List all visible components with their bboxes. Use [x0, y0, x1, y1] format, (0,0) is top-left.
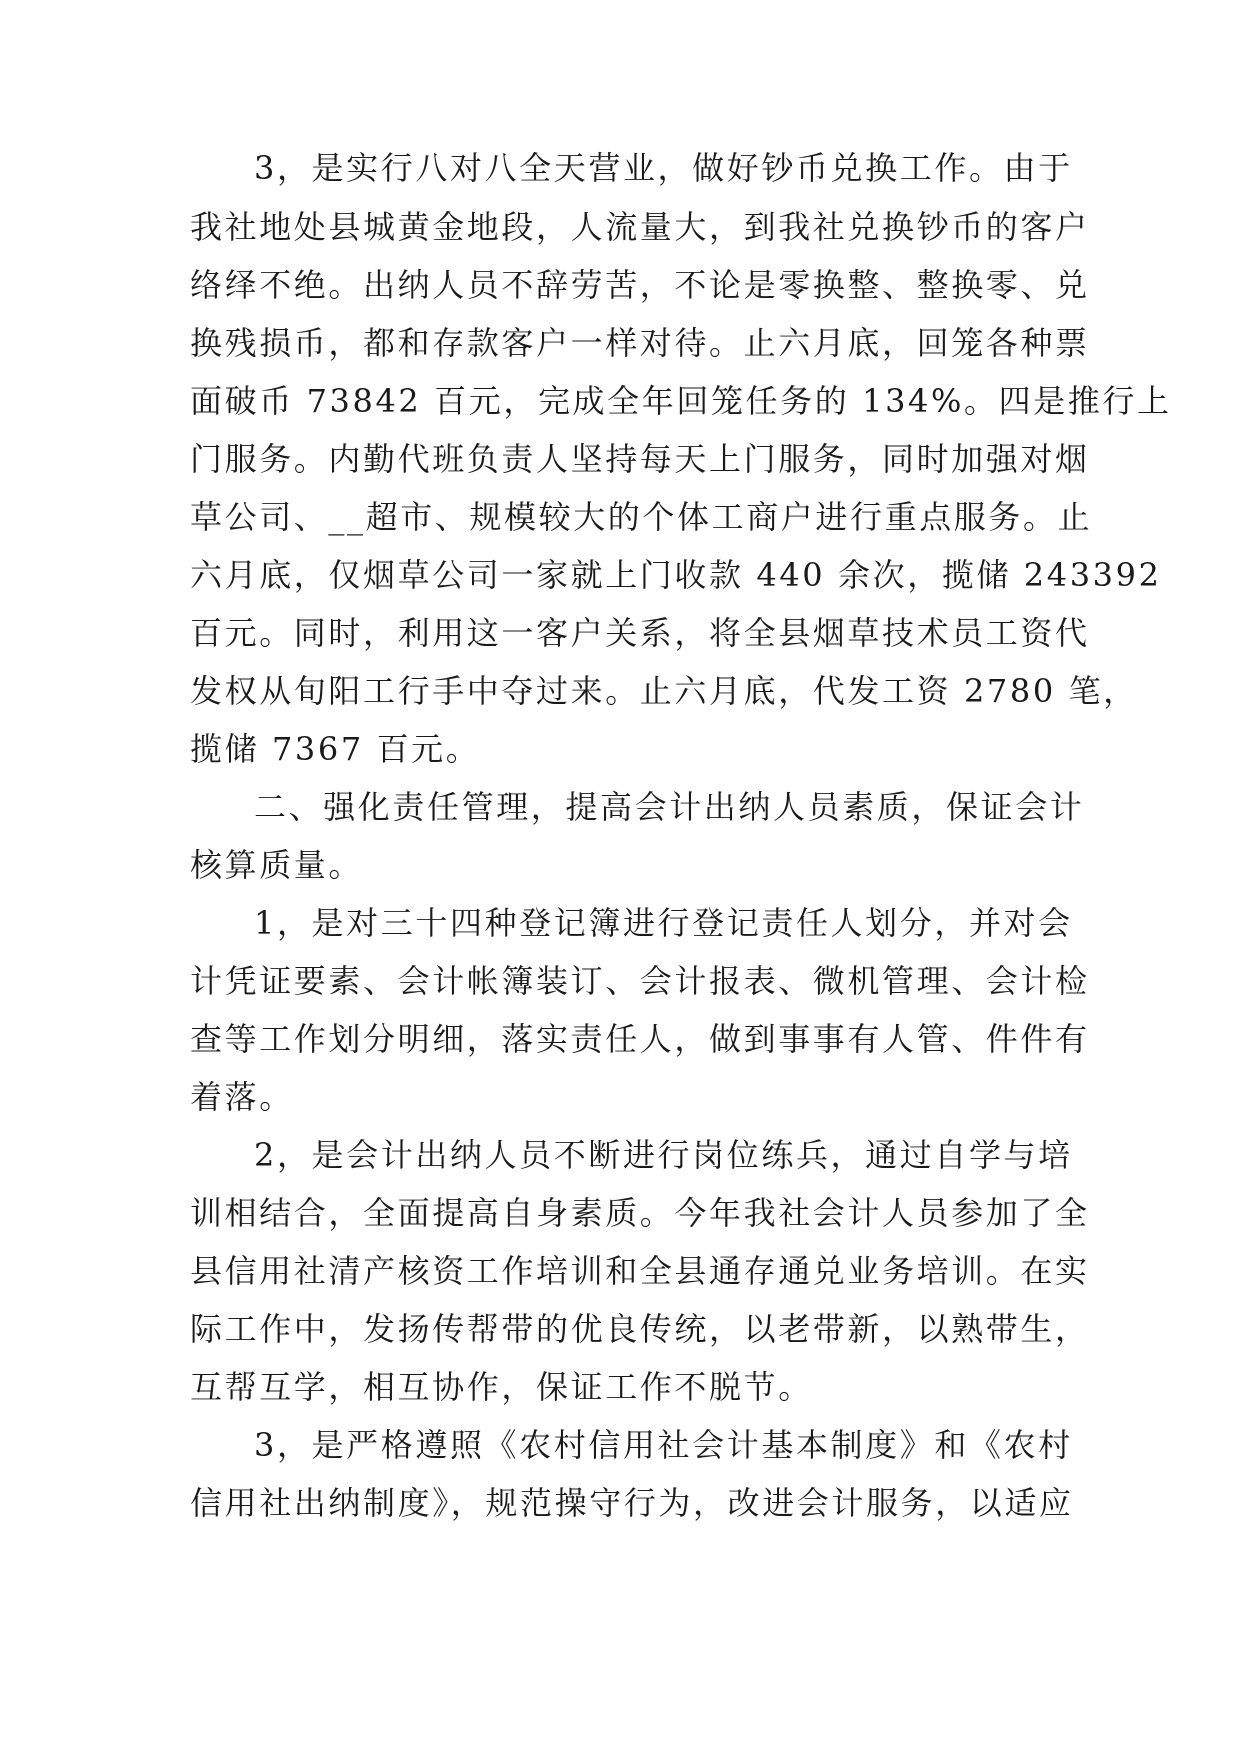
text-line: 际工作中，发扬传帮带的优良传统，以老带新，以熟带生，	[190, 1310, 1090, 1348]
text-line: 2，是会计出纳人员不断进行岗位练兵，通过自学与培	[254, 1136, 1073, 1174]
text-line: 我社地处县城黄金地段，人流量大，到我社兑换钞币的客户	[190, 208, 1090, 246]
text-line: 门服务。内勤代班负责人坚持每天上门服务，同时加强对烟	[190, 440, 1090, 478]
text-line: 3，是严格遵照《农村信用社会计基本制度》和《农村	[254, 1426, 1073, 1464]
text-line: 训相结合，全面提高自身素质。今年我社会计人员参加了全	[190, 1194, 1090, 1232]
text-line: 络绎不绝。出纳人员不辞劳苦，不论是零换整、整换零、兑	[190, 266, 1090, 304]
text-line: 查等工作划分明细，落实责任人，做到事事有人管、件件有	[190, 1020, 1090, 1058]
text-line: 发权从旬阳工行手中夺过来。止六月底，代发工资 2780 笔，	[190, 672, 1138, 710]
text-line: 揽储 7367 百元。	[190, 730, 481, 768]
text-line: 百元。同时，利用这一客户关系，将全县烟草技术员工资代	[190, 614, 1090, 652]
text-line: 互帮互学，相互协作，保证工作不脱节。	[190, 1368, 813, 1406]
text-line: 县信用社清产核资工作培训和全县通存通兑业务培训。在实	[190, 1252, 1090, 1290]
text-line: 3，是实行八对八全天营业，做好钞币兑换工作。由于	[254, 149, 1073, 187]
text-line: 六月底，仅烟草公司一家就上门收款 440 余次，揽储 243392	[190, 556, 1162, 594]
text-line: 面破币 73842 百元，完成全年回笼任务的 134%。四是推行上	[190, 382, 1172, 420]
section-heading: 核算质量。	[190, 846, 364, 884]
text-line: 换残损币，都和存款客户一样对待。止六月底，回笼各种票	[190, 324, 1090, 362]
text-line: 草公司、__超市、规模较大的个体工商户进行重点服务。止	[190, 498, 1093, 536]
section-heading: 二、强化责任管理，提高会计出纳人员素质，保证会计	[254, 788, 1085, 826]
text-line: 计凭证要素、会计帐簿装订、会计报表、微机管理、会计检	[190, 962, 1090, 1000]
text-line: 着落。	[190, 1078, 294, 1116]
text-line: 信用社出纳制度》，规范操守行为，改进会计服务，以适应	[190, 1484, 1074, 1522]
text-line: 1，是对三十四种登记簿进行登记责任人划分，并对会	[254, 904, 1073, 942]
